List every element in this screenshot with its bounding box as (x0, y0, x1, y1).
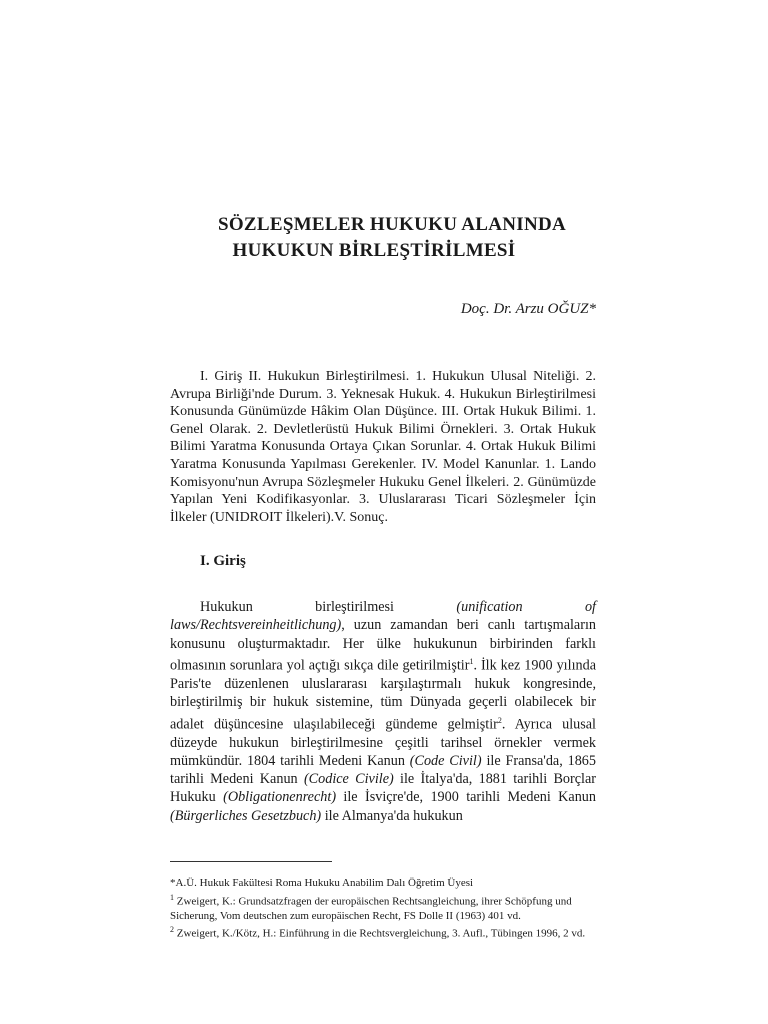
footnote-ref[interactable]: 1 (469, 656, 474, 666)
footnote-mark: 1 (170, 892, 174, 902)
body-italic-term: (Code Civil) (409, 752, 482, 769)
article-title-line-1: SÖZLEŞMELER HUKUKU ALANINDA (217, 214, 567, 235)
body-text-segment: Hukukun birleştirilmesi (200, 599, 457, 615)
body-text-segment: . İlk kez 1900 yılında Paris'te düzenlenen uluslararası karşılaştırmalı hukuk kongresinde, birleştirilmiş bir hukuk sistemine, tüm Dünyada geçerli olabilecek bir adalet düşüncesine ulaşılabileceği gündeme gelmiştir (170, 657, 596, 733)
table-of-contents-summary (170, 368, 596, 526)
footnote-mark: 2 (170, 925, 174, 935)
body-paragraph (170, 598, 596, 825)
body-text-segment: ile Almanya'da hukukun (321, 807, 463, 824)
footnote-2 (170, 923, 596, 941)
footnote-ref[interactable]: 2 (497, 715, 502, 725)
body-text-segment: ile İtalya'da, 1881 tarihli Borçlar Hukuku (170, 771, 596, 806)
footnote-text: Zweigert, K.: Grundsatzfragen der europäischen Rechtsangleichung, ihrer Schöpfung und Sicherung, Vom deutschen zum europäischen Recht, FS Dolle II (1963) 401 vd. (170, 895, 572, 922)
body-italic-term: (Obligationenrecht) (223, 789, 337, 806)
summary-text: I. Giriş II. Hukukun Birleştirilmesi. 1. Hukukun Ulusal Niteliği. 2. Avrupa Birliği'nde Durum. 3. Yeknesak Hukuk. 4. Hukukun Birleştirilmesi Konusunda Günümüzde Hâkim Olan Düşünce. III. Ortak Hukuk Bilimi. 1. Genel Olarak. 2. Devletlerüstü Hukuk Bilimi Örnekleri. 3. Ortak Hukuk Bilimi Yaratma Konusunda Ortaya Çıkan Sorunlar. 4. Ortak Hukuk Bilimi Yaratma Konusunda Yapılması Gerekenler. IV. Model Kanunlar. 1. Lando Komisyonu'nun Avrupa Sözleşmeler Hukuku Genel İlkeleri. 2. Günümüzde Yapılan Yeni Kodifikasyonlar. 3. Uluslararası Ticari Sözleşmeler İçin İlkeler (UNIDROIT İlkeleri).V. Sonuç. (170, 369, 596, 525)
body-italic-term: (Codice Civile) (303, 771, 394, 788)
body-text-segment: ile Fransa'da, 1865 tarihli Medeni Kanun (170, 752, 596, 788)
footnote-text: Zweigert, K./Kötz, H.: Einführung in die Rechtsvergleichung, 3. Aufl., Tübingen 1996, 2 vd. (174, 927, 586, 940)
body-text-segment: ile İsviçre'de, 1900 tarihli Medeni Kanun (336, 789, 596, 806)
article-title-line-2: HUKUKUN BİRLEŞTİRİLMESİ (232, 240, 516, 261)
author-name: Doç. Dr. Arzu OĞUZ* (460, 301, 596, 317)
body-italic-term: (unification of laws/Rechtsvereinheitlichung) (170, 599, 596, 634)
footnote-affiliation: *A.Ü. Hukuk Fakültesi Roma Hukuku Anabilim Dalı Öğretim Üyesi (170, 877, 474, 889)
body-italic-term: (Bürgerliches Gesetzbuch) (170, 807, 322, 824)
footnotes (170, 876, 596, 941)
body-text-segment: , uzun zamandan beri canlı tartışmaların konusunu oluşturmaktadır. Her ülke hukukunun birbirinden farklı olmasının sorunlara yol açtığı sıkça dile getirilmiştir (170, 617, 596, 674)
body-text-segment: . Ayrıca ulusal düzeyde hukukun birleştirilmesine çeşitli tarihsel örnekler vermek mümkündür. 1804 tarihli Medeni Kanun (170, 716, 596, 769)
section-heading: I. Giriş (200, 553, 246, 569)
footnote-divider (170, 861, 332, 862)
footnote-1 (170, 891, 596, 924)
